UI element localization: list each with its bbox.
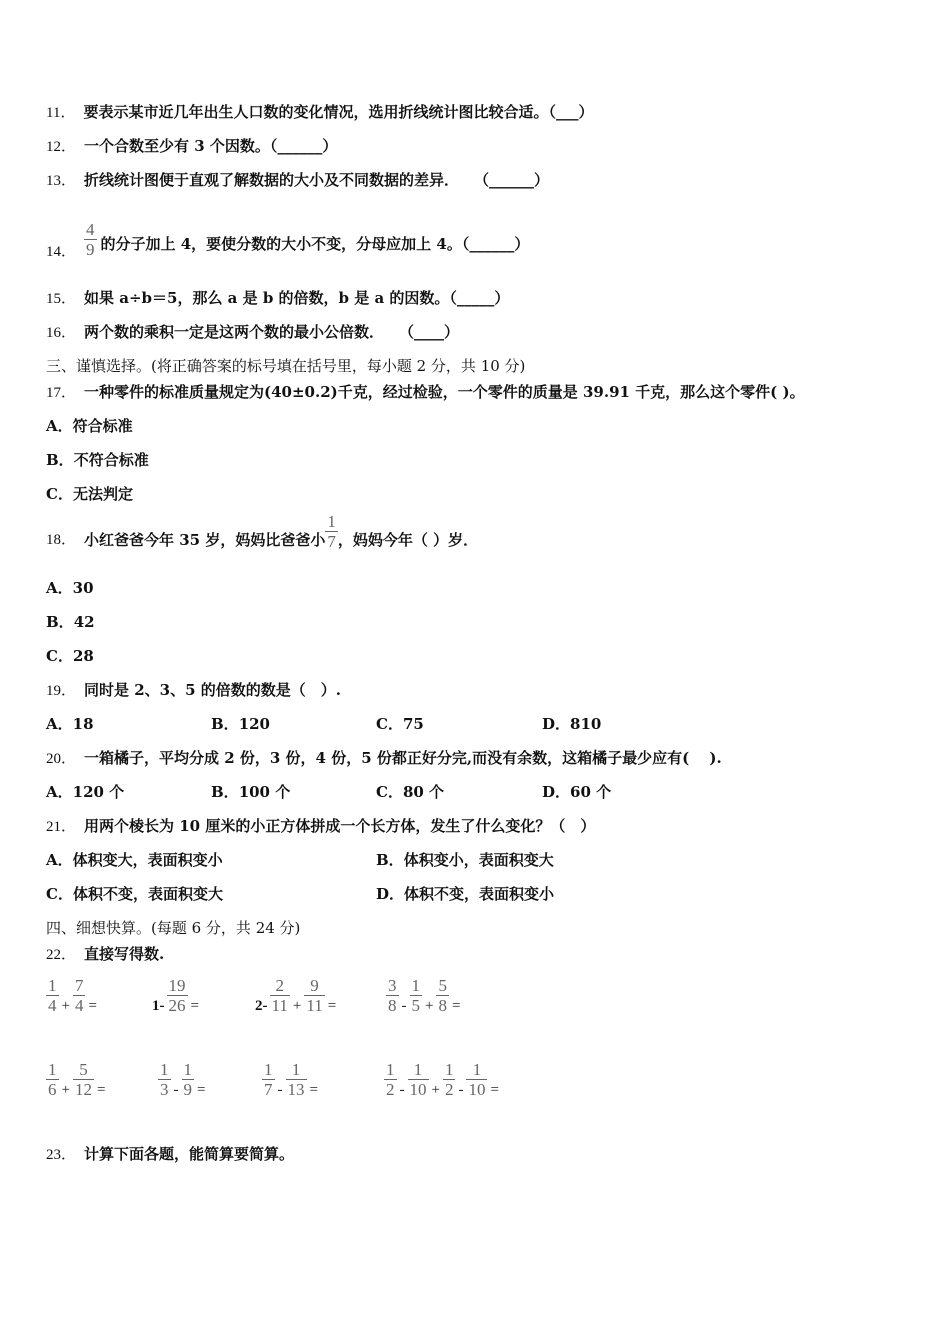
option-text: 42 [73,613,95,631]
calc-expression [46,976,97,1015]
fraction-numerator: 5 [79,1060,88,1079]
option-a[interactable] [46,782,124,802]
option-c[interactable] [46,646,94,666]
fraction-denominator: 7 [327,532,336,551]
question-13 [46,170,549,191]
option-label: B． [211,783,239,801]
fraction-denominator: 5 [411,996,420,1015]
option-label: C． [376,715,403,733]
fraction-denominator: 8 [388,996,397,1015]
section-heading-3: 三、谨慎选择。(将正确答案的标号填在括号里，每小题 2 分，共 10 分) [46,357,526,375]
equals-sign: = [490,1082,499,1098]
option-text: 无法判定 [72,485,133,503]
fraction-numerator: 1 [327,512,336,531]
fraction-denominator: 4 [48,996,57,1015]
option-c[interactable] [376,782,444,802]
fraction [46,1060,59,1099]
question-16 [46,322,459,343]
fraction [167,976,188,1015]
fraction-numerator: 1 [411,976,420,995]
fraction-denominator: 4 [74,996,84,1015]
fraction-numerator: 1 [386,1060,395,1079]
fraction-numerator: 1 [444,1060,454,1079]
fraction [270,976,290,1015]
option-label: C． [376,783,403,801]
question-17 [46,382,805,403]
option-text: 100 个 [238,783,291,801]
option-label: A． [46,783,73,801]
fraction-numerator: 1 [291,1060,301,1079]
fraction-denominator: 7 [264,1080,273,1099]
fraction-denominator: 26 [168,996,186,1015]
fraction [386,976,399,1015]
expression-prefix: 2- [255,998,268,1014]
section-heading-4: 四、细想快算。(每题 6 分，共 24 分) [46,919,301,937]
option-text: 120 [238,715,270,733]
option-label: A． [46,715,73,733]
fraction [436,976,449,1015]
calc-expression [384,1060,499,1099]
question-number: 12． [46,139,77,155]
option-b[interactable] [376,850,554,870]
question-number: 13． [46,173,77,189]
fraction-denominator: 8 [438,996,447,1015]
calc-expression [262,1060,318,1099]
fraction-numerator: 1 [413,1060,423,1079]
option-b[interactable] [46,612,95,632]
calc-expression [255,976,336,1015]
fraction [182,1060,195,1099]
operator: + [61,1082,70,1098]
fraction [46,976,59,1015]
option-label: D． [542,783,571,801]
operator: + [61,998,70,1014]
option-label: A． [46,417,73,435]
operator: - [458,1082,464,1098]
question-text: 一种零件的标准质量规定为(40±0.2)千克，经过检验，一个零件的质量是 39.91 千克，那么这个零件( )。 [84,383,805,401]
fraction-denominator: 2 [444,1080,454,1099]
operator: + [425,998,434,1014]
option-text: 符合标准 [72,417,133,435]
question-text: 直接写得数. [84,945,165,963]
equals-sign: = [451,998,461,1014]
option-b[interactable] [211,714,270,734]
operator: + [431,1082,440,1098]
equals-sign: = [197,1082,206,1098]
equals-sign: = [96,1082,106,1098]
calc-expression [46,1060,105,1099]
fraction [410,976,423,1015]
question-14 [46,204,529,274]
option-c[interactable] [376,714,424,734]
fraction [73,1060,94,1099]
option-label: C． [46,885,73,903]
question-text: ，妈妈今年（ ）岁． [337,530,479,549]
calc-expression [386,976,460,1015]
question-text: 一箱橘子，平均分成 2 份，3 份，4 份，5 份都正好分完,而没有余数，这箱橘子最少应有( ). [84,749,722,767]
fraction-numerator: 19 [168,976,186,995]
fraction [408,1060,429,1099]
option-label: B． [376,851,404,869]
question-text: 同时是 2、3、5 的倍数的数是（ ）. [84,681,341,699]
fraction [262,1060,275,1099]
fraction-numerator: 7 [74,976,84,995]
option-text: 体积不变，表面积变小 [404,885,555,903]
option-a[interactable] [46,714,94,734]
question-21 [46,816,595,837]
fraction [73,976,86,1015]
option-label: A． [46,851,73,869]
option-label: A． [46,579,73,597]
question-number: 17． [46,385,77,401]
question-23 [46,1144,294,1165]
question-number: 16． [46,325,77,341]
fraction-numerator: 5 [438,976,447,995]
fraction-numerator: 1 [48,1060,57,1079]
option-label: B． [211,715,239,733]
fraction [443,1060,456,1099]
fraction-numerator: 4 [86,219,95,239]
option-a[interactable] [46,416,133,436]
option-label: D． [542,715,571,733]
question-number: 23． [46,1147,77,1163]
option-text: 120 个 [72,783,125,801]
fraction-denominator: 6 [48,1080,57,1099]
question-number: 20． [46,751,77,767]
fraction-denominator: 2 [386,1080,395,1099]
option-b[interactable] [211,782,290,802]
operator: - [401,998,407,1014]
question-text: 折线统计图便于直观了解数据的大小及不同数据的差异． （______） [84,171,550,189]
option-text: 75 [402,715,424,733]
option-text: 体积变大，表面积变小 [72,851,223,869]
option-label: B． [46,451,74,469]
option-c[interactable] [46,884,223,904]
question-12 [46,136,337,157]
option-d[interactable] [542,782,611,802]
fraction-denominator: 10 [409,1080,427,1099]
fraction-denominator: 11 [306,996,323,1015]
question-text: 计算下面各题，能简算要简算。 [84,1145,295,1163]
fraction-numerator: 1 [183,1060,192,1079]
fraction [384,1060,397,1099]
fraction-denominator: 9 [86,239,95,259]
fraction [325,512,338,551]
question-18 [46,512,478,551]
fraction-denominator: 9 [183,1080,192,1099]
fraction-denominator: 12 [74,1080,92,1099]
fraction-numerator: 1 [472,1060,482,1079]
question-number: 22． [46,947,77,963]
calc-expression [152,976,199,1015]
option-text: 体积不变，表面积变大 [72,885,223,903]
equals-sign: = [190,998,199,1014]
question-number: 15． [46,291,77,307]
fraction [466,1060,487,1099]
fraction-numerator: 1 [160,1060,169,1079]
question-text: 的分子加上 4，要使分数的大小不变，分母应加上 4。（______） [100,235,530,253]
fraction-denominator: 10 [468,1080,486,1099]
question-number: 18． [46,531,77,548]
fraction-numerator: 3 [388,976,397,995]
question-text: 用两个棱长为 10 厘米的小正方体拼成一个长方体，发生了什么变化？（ ） [84,817,596,835]
option-text: 18 [72,715,94,733]
operator: - [173,1082,179,1098]
fraction [158,1060,171,1099]
fraction [286,1060,307,1099]
option-a[interactable] [46,578,94,598]
fraction-numerator: 1 [48,976,57,995]
equals-sign: = [88,998,97,1014]
option-d[interactable] [542,714,601,734]
fraction-denominator: 3 [160,1080,169,1099]
option-label: C． [46,647,73,665]
fraction-denominator: 13 [287,1080,305,1099]
question-15 [46,288,509,309]
option-text: 80 个 [402,783,445,801]
operator: - [399,1082,405,1098]
option-text: 体积变小，表面积变大 [403,851,554,869]
question-number: 11． [46,105,76,121]
option-text: 不符合标准 [73,451,149,469]
equals-sign: = [309,1082,318,1098]
question-text: 一个合数至少有 3 个因数。（______） [84,137,338,155]
fraction-numerator: 9 [310,976,319,995]
question-text: 两个数的乘积一定是这两个数的最小公倍数． （____） [84,323,460,341]
option-text: 30 [72,579,94,597]
question-22 [46,944,164,965]
equals-sign: = [327,998,337,1014]
fraction-denominator: 11 [271,996,288,1015]
question-text: 小红爸爸今年 35 岁，妈妈比爸爸小 [84,530,326,549]
option-label: C． [46,485,73,503]
option-b[interactable] [46,450,149,470]
question-19 [46,680,341,701]
question-text: 如果 a÷b＝5，那么 a 是 b 的倍数，b 是 a 的因数。（_____） [84,289,510,307]
question-11 [46,102,593,123]
option-label: D． [376,885,405,903]
question-number: 19． [46,683,77,699]
question-text: 要表示某市近几年出生人口数的变化情况，选用折线统计图比较合适。（___） [83,103,594,121]
option-c[interactable] [46,484,133,504]
question-number: 14． [46,244,77,260]
question-20 [46,748,722,769]
option-d[interactable] [376,884,554,904]
fraction [84,220,97,259]
option-a[interactable] [46,850,223,870]
question-number: 21． [46,819,77,835]
calc-expression [158,1060,205,1099]
option-text: 28 [72,647,94,665]
fraction [304,976,324,1015]
option-text: 60 个 [570,783,612,801]
expression-prefix: 1- [152,998,165,1014]
operator: + [292,998,302,1014]
fraction-numerator: 2 [275,976,284,995]
fraction-numerator: 1 [264,1060,273,1079]
option-label: B． [46,613,74,631]
option-text: 810 [570,715,602,733]
operator: - [277,1082,283,1098]
